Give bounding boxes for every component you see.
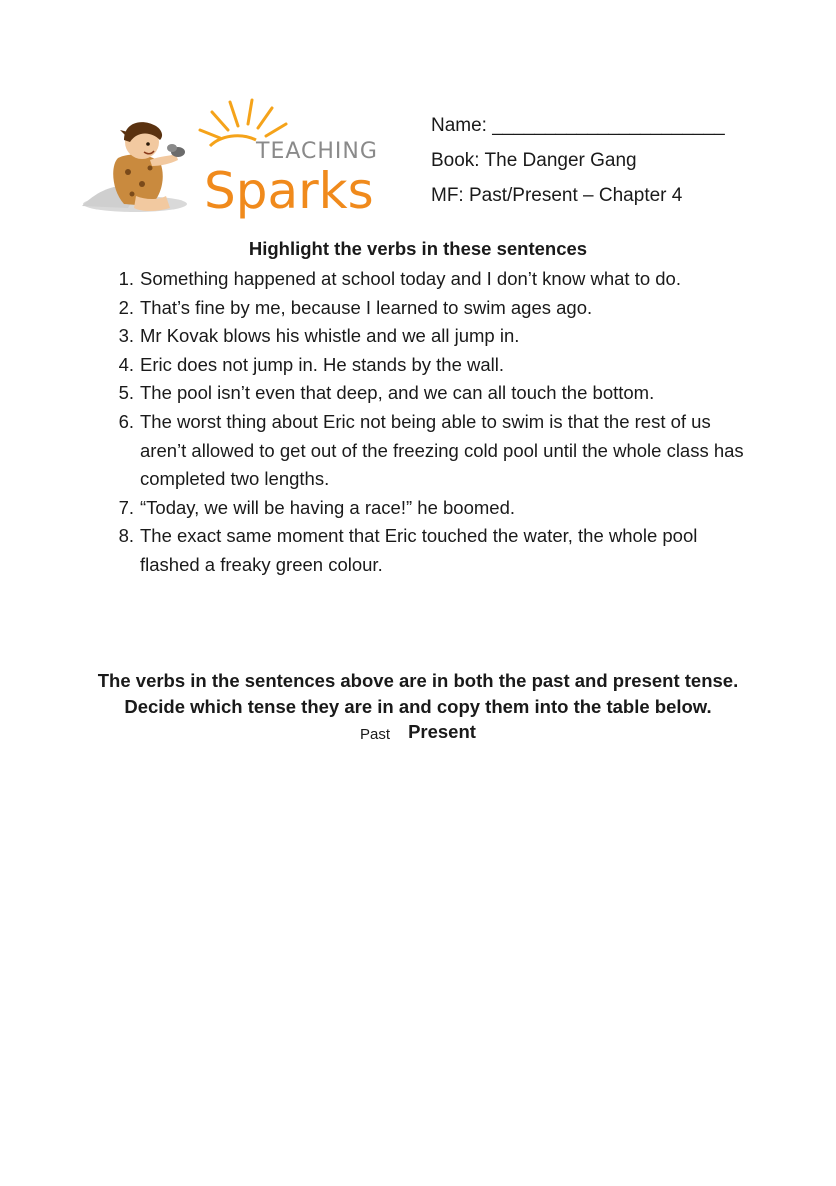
sentence-text: Mr Kovak blows his whistle and we all jump in. (140, 325, 520, 347)
list-item (108, 351, 748, 380)
sentence-text: The exact same moment that Eric touched the water, the whole pool flashed a freaky green colour. (140, 525, 698, 575)
list-item (108, 379, 748, 408)
list-item (108, 294, 748, 323)
item-number: 5. (118, 382, 134, 404)
present-column-header: Present (408, 721, 476, 742)
sentence-text: The worst thing about Eric not being able to swim is that the rest of us aren’t allowed to get out of the freezing cold pool until the whole class has completed two lengths. (140, 410, 744, 490)
sentence-text: Something happened at school today and I don’t know what to do. (140, 268, 681, 289)
item-number: 4. (118, 353, 134, 375)
item-number: 6. (118, 410, 134, 432)
logo-graphic (80, 96, 390, 220)
logo-line1: TEACHING (256, 139, 378, 164)
logo-line2: Sparks (204, 162, 374, 220)
item-number: 1. (118, 268, 134, 289)
item-number: 2. (118, 296, 134, 318)
book-title: Book: The Danger Gang (431, 150, 637, 171)
sentence-text: The pool isn’t even that deep, and we can all touch the bottom. (140, 382, 655, 404)
list-item (108, 494, 748, 523)
instructions-line1: The verbs in the sentences above are in both the past and present tense. (97, 670, 739, 691)
item-number: 7. (118, 496, 134, 518)
instructions-line2: Decide which tense they are in and copy them into the table below. (124, 696, 712, 717)
sentence-list (108, 265, 748, 580)
name-field: Name: ______________________ (431, 115, 725, 136)
list-item (108, 408, 748, 494)
list-item (108, 522, 748, 579)
sentence-text: That’s fine by me, because I learned to swim ages ago. (140, 296, 593, 318)
instructions (0, 668, 836, 720)
tense-table-header (0, 720, 836, 746)
header-info (431, 108, 725, 213)
past-column-header: Past (360, 726, 391, 743)
sentence-text: Eric does not jump in. He stands by the wall. (140, 353, 505, 375)
list-item (108, 265, 748, 294)
worksheet-title: Highlight the verbs in these sentences (248, 238, 588, 259)
list-item (108, 322, 748, 351)
item-number: 8. (118, 525, 134, 547)
teaching-sparks-logo (80, 96, 390, 220)
sentence-text: “Today, we will be having a race!” he boomed. (140, 496, 515, 518)
item-number: 3. (118, 325, 134, 347)
mf-chapter: MF: Past/Present – Chapter 4 (431, 185, 683, 206)
